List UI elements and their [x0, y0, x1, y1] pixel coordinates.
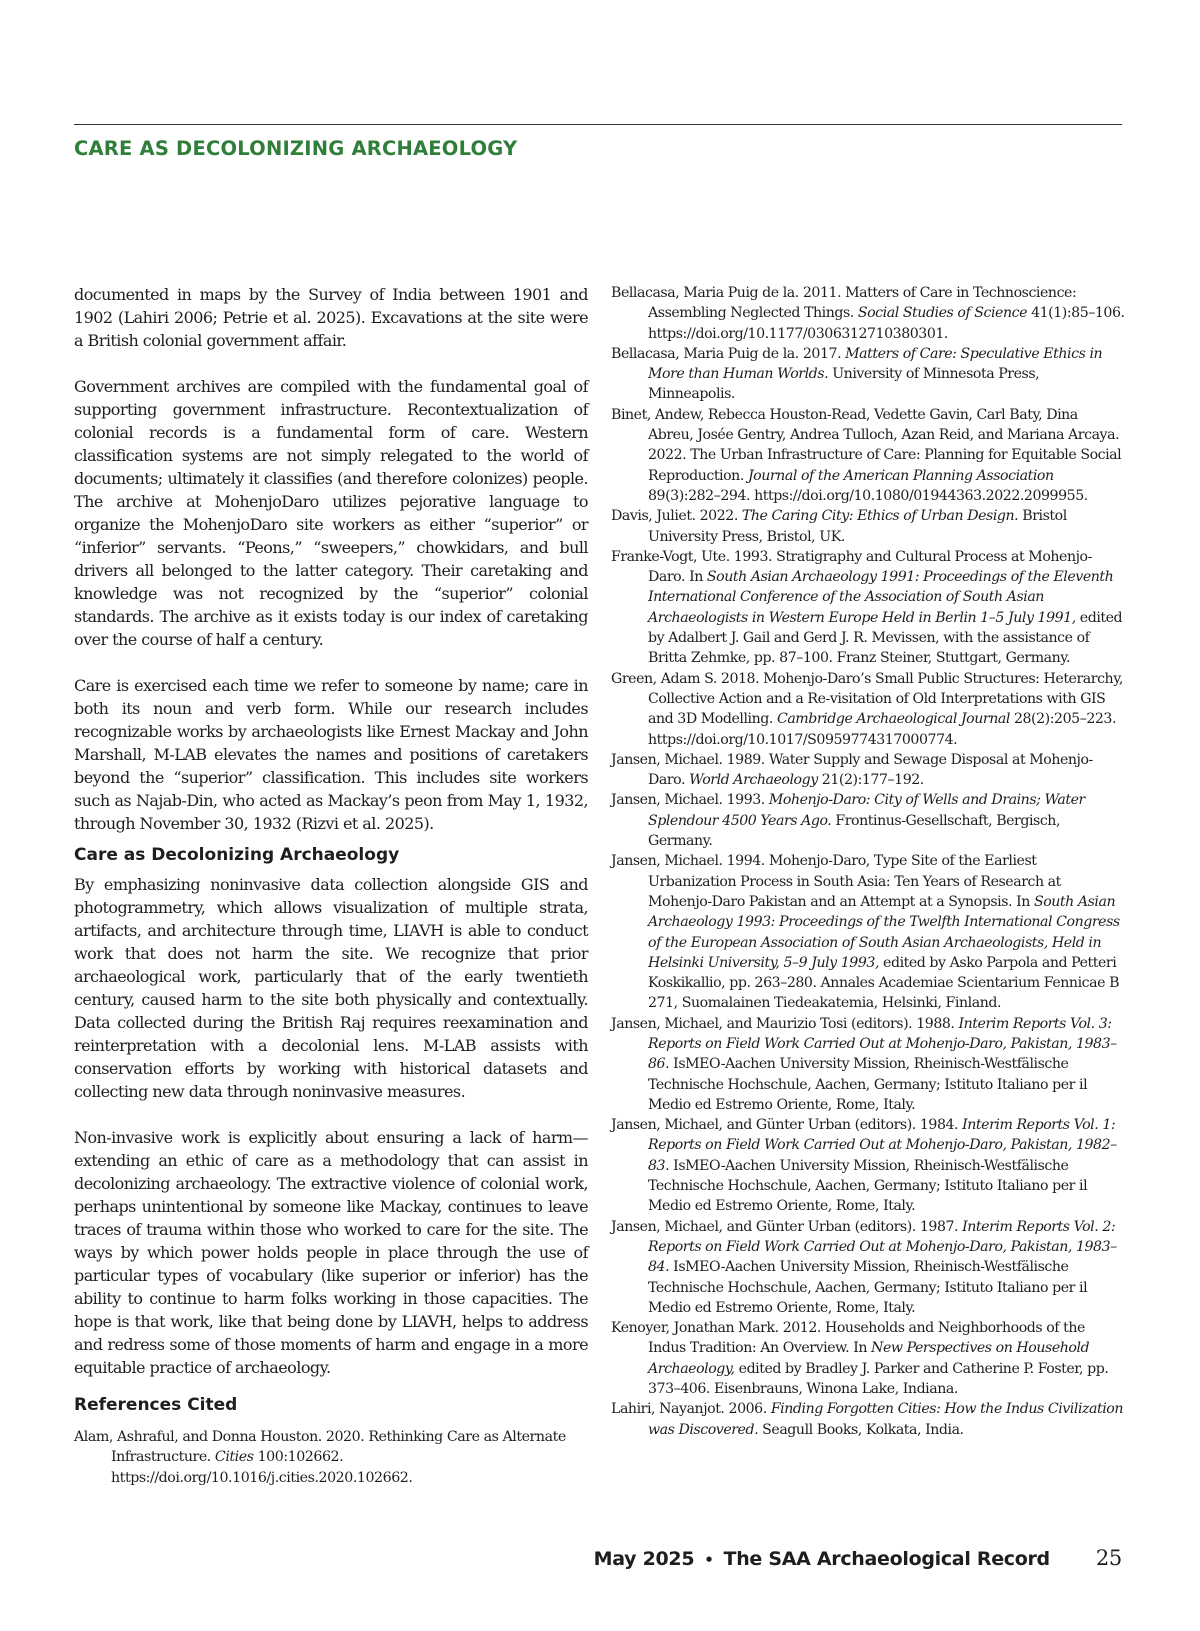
- body-paragraph: Non-invasive work is explicitly about ensuring a lack of harm—extending an ethic of care as a methodology that can assist in decolonizing archaeology. The extractive violence of colonial work, perhaps unintentional by someone like Mackay, continues to leave traces of trauma within those who worked to care for the site. The ways by which power holds people in place through the use of particular types of vocabulary (like superior or inferior) has the ability to continue to harm folks working in those capacities. The hope is that work, like that being done by LIAVH, helps to address and redress some of those moments of harm and engage in a more equitable practice of archaeology.: [74, 1128, 588, 1377]
- section-heading: Care as Decolonizing Archaeology: [74, 845, 400, 865]
- reference-entry: Green, Adam S. 2018. Mohenjo-Daro’s Small Public Structures: Heterarchy, Collective Action and a Re-visitation of Old Interpretations with GIS and 3D Modelling. Cambridge Archaeological Journal 28(2):205–223. https://doi.org/10.1017/S0959774317000774.: [611, 670, 1123, 748]
- reference-entry: Jansen, Michael. 1989. Water Supply and Sewage Disposal at Mohenjo-Daro. World Archaeology 21(2):177–192.: [611, 751, 1093, 789]
- page-footer: [594, 1546, 1122, 1570]
- running-header-title: CARE AS DECOLONIZING ARCHAEOLOGY: [74, 137, 518, 160]
- reference-entry: Jansen, Michael. 1993. Mohenjo-Daro: City of Wells and Drains; Water Splendour 4500 Years Ago. Frontinus-Gesellschaft, Bergisch, Germany.: [611, 792, 1085, 850]
- page-number: 25: [1095, 1546, 1122, 1570]
- body-paragraph: Care is exercised each time we refer to someone by name; care in both its noun and verb form. While our research includes recognizable works by archaeologists like Ernest Mackay and John Marshall, M-LAB elevates the names and positions of caretakers beyond the “superior” classification. This includes site workers such as Najab-Din, who acted as Mackay’s peon from May 1, 1932, through November 30, 1932 (Rizvi et al. 2025).: [74, 676, 588, 833]
- reference-entry: Jansen, Michael. 1994. Mohenjo-Daro, Type Site of the Earliest Urbanization Process in South Asia: Ten Years of Research at Mohenjo-Daro Pakistan and an Attempt at a Synopsis. In South Asian Archaeology 1993: Proceedings of the Twelfth International Congress of the European Association of South Asian Archaeologists, Held in Helsinki University, 5–9 July 1993, edited by Asko Parpola and Petteri Koskikallio, pp. 263–280. Annales Academiae Scientarium Fennicae B 271, Suomalainen Tiedeakatemia, Helsinki, Finland.: [611, 853, 1120, 1012]
- right-column: [611, 283, 1125, 1440]
- footer-bullet: •: [704, 1551, 714, 1569]
- reference-entry: Binet, Andew, Rebecca Houston-Read, Vedette Gavin, Carl Baty, Dina Abreu, Josée Gentry, Andrea Tulloch, Azan Reid, and Mariana Arcaya. 2022. The Urban Infrastructure of Care: Planning for Equitable Social Reproduction. Journal of the American Planning Association 89(3):282–294. https://doi.org/10.1080/01944363.2022.2099955.: [611, 406, 1122, 504]
- reference-entry: Jansen, Michael, and Günter Urban (editors). 1984. Interim Reports Vol. 1: Reports on Field Work Carried Out at Mohenjo-Daro, Pakistan, 1982–83. IsMEO-Aachen University Mission, Rheinisch-Westfälische Technische Hochschule, Aachen, Germany; Istituto Italiano per il Medio ed Estremo Oriente, Rome, Italy.: [611, 1117, 1117, 1215]
- reference-entry: Lahiri, Nayanjot. 2006. Finding Forgotten Cities: How the Indus Civilization was Discovered. Seagull Books, Kolkata, India.: [611, 1401, 1124, 1438]
- reference-entry: Kenoyer, Jonathan Mark. 2012. Households and Neighborhoods of the Indus Tradition: An Overview. In New Perspectives on Household Archaeology, edited by Bradley J. Parker and Catherine P. Foster, pp. 373–406. Eisenbrauns, Winona Lake, Indiana.: [611, 1320, 1109, 1398]
- reference-entry: Alam, Ashraful, and Donna Houston. 2020. Rethinking Care as Alternate Infrastructure. Cities 100:102662. https://doi.org/10.1016/j.cities.2020.102662.: [74, 1429, 566, 1486]
- reference-entry: Bellacasa, Maria Puig de la. 2011. Matters of Care in Technoscience: Assembling Neglected Things. Social Studies of Science 41(1):85–106. https://doi.org/10.1177/0306312710380301.: [611, 285, 1125, 342]
- reference-entry: Jansen, Michael, and Günter Urban (editors). 1987. Interim Reports Vol. 2: Reports on Field Work Carried Out at Mohenjo-Daro, Pakistan, 1983–84. IsMEO-Aachen University Mission, Rheinisch-Westfälische Technische Hochschule, Aachen, Germany; Istituto Italiano per il Medio ed Estremo Oriente, Rome, Italy.: [611, 1218, 1117, 1316]
- reference-entry: Franke-Vogt, Ute. 1993. Stratigraphy and Cultural Process at Mohenjo-Daro. In South Asian Archaeology 1991: Proceedings of the Eleventh International Conference of the Association of South Asian Archaeologists in Western Europe Held in Berlin 1–5 July 1991, edited by Adalbert J. Gail and Gerd J. R. Mevissen, with the assistance of Britta Zehmke, pp. 87–100. Franz Steiner, Stuttgart, Germany.: [611, 548, 1123, 667]
- footer-issue-date: May 2025: [593, 1548, 695, 1570]
- footer-journal-title: The SAA Archaeological Record: [723, 1548, 1050, 1570]
- reference-entry: Jansen, Michael, and Maurizio Tosi (editors). 1988. Interim Reports Vol. 3: Reports on Field Work Carried Out at Mohenjo-Daro, Pakistan, 1983–86. IsMEO-Aachen University Mission, Rheinisch-Westfälische Technische Hochschule, Aachen, Germany; Istituto Italiano per il Medio ed Estremo Oriente, Rome, Italy.: [611, 1015, 1117, 1113]
- body-paragraph: By emphasizing noninvasive data collection alongside GIS and photogrammetry, which allows visualization of multiple strata, artifacts, and architecture through time, LIAVH is able to conduct work that does not harm the site. We recognize that prior archaeological work, particularly that of the early twentieth century, caused harm to the site both physically and contextually. Data collected during the British Raj requires reexamination and reinterpretation with a decolonial lens. M-LAB assists with conservation efforts by working with historical datasets and collecting new data through noninvasive measures.: [74, 875, 588, 1101]
- left-column: [74, 283, 588, 1488]
- header-rule: [74, 124, 1122, 125]
- references-heading: References Cited: [74, 1395, 238, 1415]
- body-paragraph: Government archives are compiled with the fundamental goal of supporting government infrastructure. Recontextualization of colonial records is a fundamental form of care. Western classification systems are not simply relegated to the world of documents; ultimately it classifies (and therefore colonizes) people. The archive at MohenjoDaro utilizes pejorative language to organize the MohenjoDaro site workers as either “superior” or “inferior” servants. “Peons,” “sweepers,” chowkidars, and bull drivers all belonged to the latter category. Their caretaking and knowledge was not recognized by the “superior” colonial standards. The archive as it exists today is our index of caretaking over the course of half a century.: [74, 377, 588, 649]
- reference-entry: Bellacasa, Maria Puig de la. 2017. Matters of Care: Speculative Ethics in More than Human Worlds. University of Minnesota Press, Minneapolis.: [611, 345, 1103, 403]
- body-paragraph: documented in maps by the Survey of India between 1901 and 1902 (Lahiri 2006; Petrie et al. 2025). Excavations at the site were a British colonial government affair.: [74, 285, 588, 350]
- reference-entry: Davis, Juliet. 2022. The Caring City: Ethics of Urban Design. Bristol University Press, Bristol, UK.: [611, 508, 1067, 545]
